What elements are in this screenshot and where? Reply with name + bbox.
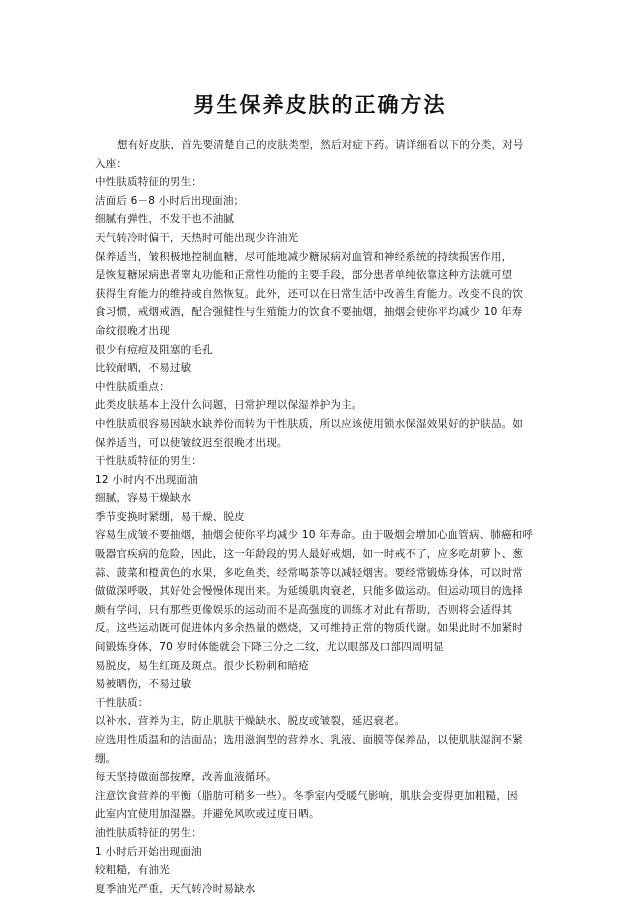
text-line: 季节变换时紧绷，易干燥、脱皮 <box>95 510 245 523</box>
text-line: 比较耐晒，不易过敏 <box>95 362 192 375</box>
text-line: 中性肤质很容易因缺水缺养份而转为干性肤质，所以应该使用锁水保湿效果好的护肤品。如 <box>95 417 523 430</box>
text-line: 天气转冷时偏干，天热时可能出现少许油光 <box>95 231 299 244</box>
text-line: 反。这些运动既可促进体内多余热量的燃烧，又可维持正常的物质代谢。如果此时不加紧时 <box>95 622 523 635</box>
text-line: 洁面后 6－8 小时后出现面油； <box>95 194 245 207</box>
text-line: 细腻，容易干燥缺水 <box>95 492 192 505</box>
text-line: 很少有痘痘及阻塞的毛孔 <box>95 343 213 356</box>
text-line: 较粗糙，有油光 <box>95 864 170 877</box>
text-line: 易脱皮，易生红斑及斑点。很少长粉刺和暗疮 <box>95 659 309 672</box>
text-line: 吸器官疾病的危险，因此，这一年龄段的男人最好戒烟，如一时戒不了，应多吃胡萝卜、葱 <box>95 548 523 561</box>
text-line: 食习惯，戒烟戒酒，配合强健性与生殖能力的饮食不要抽烟，抽烟会使你平均减少 10 年寿 <box>95 306 523 319</box>
text-line: 中性肤质重点： <box>95 380 170 393</box>
text-line: 此类皮肤基本上没什么问题，日常护理以保湿养护为主。 <box>95 399 363 412</box>
text-line: 干性肤质： <box>95 696 149 709</box>
text-line: 以补水、营养为主，防止肌肤干燥缺水、脱皮或皱裂，延迟衰老。 <box>95 715 406 728</box>
text-line: 干性肤质特征的男生： <box>95 455 202 468</box>
text-line: 做做深呼吸，其好处会慢慢体现出来。为延缓肌肉衰老，只能多做运动。但运动项目的选择 <box>95 585 523 598</box>
text-line: 命纹很晚才出现 <box>95 324 170 337</box>
text-line: 是恢复糖尿病患者睾丸功能和正常性功能的主要手段，部分患者单纯依靠这种方法就可望 <box>95 269 513 282</box>
text-line: 入座： <box>95 157 128 170</box>
document-body <box>95 136 545 898</box>
text-line: 应选用性质温和的洁面品；选用滋润型的营养水、乳液、面膜等保养品，以使肌肤湿润不紧 <box>95 734 523 746</box>
text-line: 12 小时内不出现面油 <box>95 473 198 486</box>
text-line: 中性肤质特征的男生： <box>95 176 202 189</box>
text-line: 1 小时后开始出现面油 <box>95 845 202 858</box>
text-line: 此室内宜使用加湿器。并避免风吹或过度日晒。 <box>95 808 320 821</box>
text-line: 保养适当，皱积极地控制血糖，尽可能地减少糖尿病对血管和神经系统的持续损害作用， <box>95 250 513 263</box>
text-line: 间锻炼身体，70 岁时体能就会下降三分之二纹，尤以眼部及口部四周明显 <box>95 641 444 654</box>
text-line: 获得生育能力的维持或自然恢复。此外，还可以在日常生活中改善生育能力。改变不良的饮 <box>95 287 523 300</box>
text-line: 每天坚持做面部按摩，改善血液循环。 <box>95 771 277 784</box>
text-line: 夏季油光严重，天气转冷时易缺水 <box>95 882 256 895</box>
text-line: 细腻有弹性，不发干也不油腻 <box>95 213 235 226</box>
document-title: 男生保养皮肤的正确方法 <box>193 93 447 117</box>
text-line: 绷。 <box>95 752 117 765</box>
text-line: 易被晒伤，不易过敏 <box>95 678 192 691</box>
text-line: 油性肤质特征的男生： <box>95 826 202 839</box>
text-line: 想有好皮肤，首先要清楚自己的皮肤类型，然后对症下药。请详细看以下的分类，对号 <box>117 139 524 151</box>
text-line: 颇有学问，只有那些更像娱乐的运动而不是高强度的训练才对此有帮助，否则将会适得其 <box>95 603 513 616</box>
text-line: 容易生成皱不要抽烟，抽烟会使你平均减少 10 年寿命。由于吸烟会增加心血管病、肺癌和呼 <box>95 529 534 542</box>
text-line: 保养适当，可以使皱纹迟至很晚才出现。 <box>95 436 288 449</box>
text-line: 蒜、菠菜和橙黄色的水果，多吃鱼类，经常喝茶等以减轻烟害。要经常锻炼身体，可以时常 <box>95 566 523 579</box>
text-line: 注意饮食营养的平衡（脂肪可稍多一些）。冬季室内受暖气影响，肌肤会变得更加粗糙，因 <box>95 789 518 802</box>
